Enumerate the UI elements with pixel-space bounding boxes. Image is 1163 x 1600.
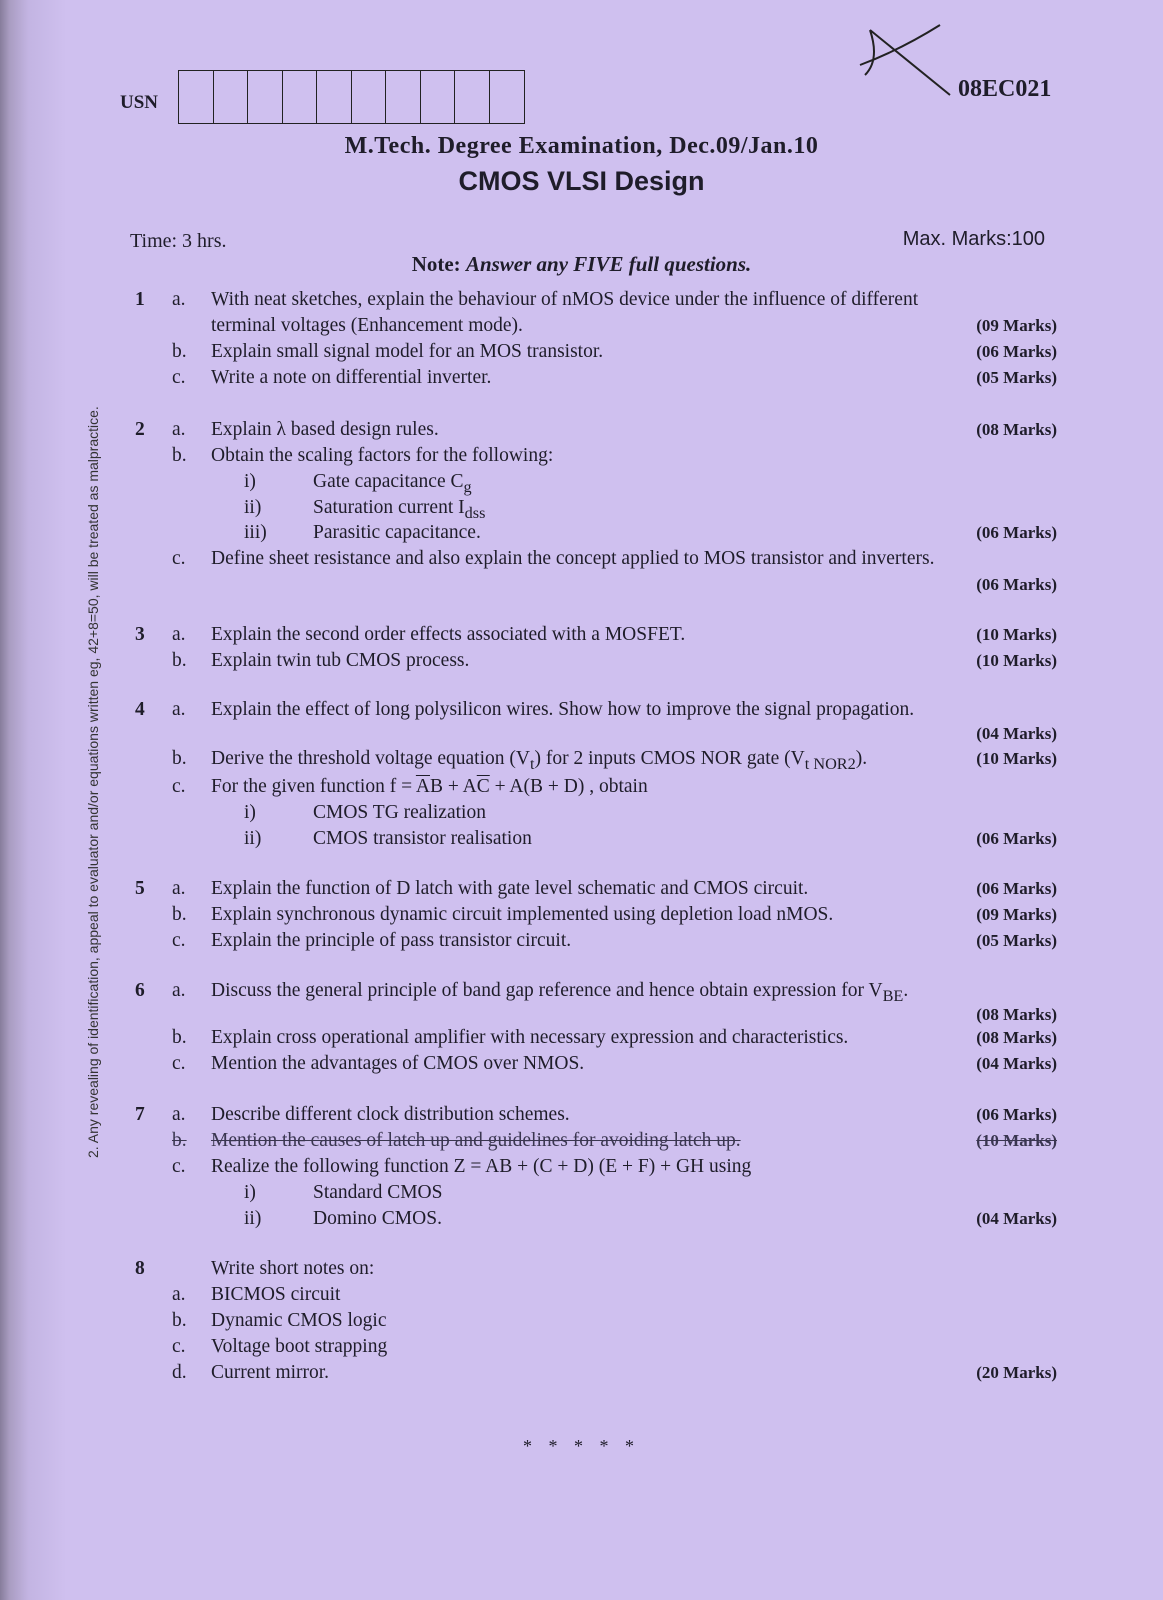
side-instruction: 2. Any revealing of identification, appeal to evaluator and/or equations written eg, 42+8=50, will be treated as malpractice. — [85, 406, 101, 1158]
overline-term: $\overline{A}$ — [415, 776, 430, 797]
usn-cell — [179, 71, 214, 123]
question-number: 8 — [135, 1258, 145, 1279]
part-label: c. — [172, 548, 186, 569]
question-number: 3 — [135, 624, 145, 645]
usn-cell — [455, 71, 490, 123]
subject-title: CMOS VLSI Design — [458, 166, 705, 196]
part-label: a. — [172, 419, 186, 440]
text-part: ). — [855, 748, 868, 769]
question-text: Explain synchronous dynamic circuit implemented using depletion load nMOS. — [211, 904, 834, 925]
marks: (05 Marks) — [976, 931, 1057, 950]
sub-text: Parasitic capacitance. — [313, 522, 481, 543]
exam-title: M.Tech. Degree Examination, Dec.09/Jan.10 — [344, 133, 819, 159]
paper-code: 08EC021 — [958, 76, 1052, 102]
part-label: c. — [172, 1053, 186, 1074]
part-label: a. — [172, 1284, 186, 1305]
sub-label: i) — [244, 1182, 256, 1203]
part-label: a. — [172, 699, 186, 720]
sub-label: iii) — [244, 522, 267, 543]
question-text: Write short notes on: — [211, 1258, 375, 1279]
question-text: Dynamic CMOS logic — [211, 1310, 387, 1331]
sub-text: Domino CMOS. — [313, 1208, 442, 1229]
question-text: Current mirror. — [211, 1362, 330, 1383]
subscript: BE — [882, 986, 904, 1005]
question-text — [211, 774, 1041, 799]
question-number: 2 — [135, 419, 145, 440]
sub-text: CMOS TG realization — [313, 802, 486, 823]
usn-cell — [248, 71, 283, 123]
part-label: c. — [172, 930, 186, 951]
usn-label: USN — [120, 92, 159, 113]
part-label: a. — [172, 624, 186, 645]
subscript: t — [529, 754, 535, 773]
marks: (09 Marks) — [976, 905, 1057, 924]
marks: (08 Marks) — [976, 1005, 1057, 1024]
marks: (06 Marks) — [976, 523, 1057, 542]
marks: (06 Marks) — [976, 829, 1057, 848]
question-text: Explain the effect of long polysilicon wires. Show how to improve the signal propagation. — [211, 699, 915, 720]
usn-boxes — [178, 70, 525, 124]
part-label: c. — [172, 1336, 186, 1357]
question-text: Explain the second order effects associated with a MOSFET. — [211, 624, 686, 645]
part-label: b. — [172, 1130, 187, 1151]
marks: (10 Marks) — [976, 1131, 1057, 1150]
subscript: dss — [464, 503, 486, 522]
part-label: a. — [172, 980, 186, 1001]
part-label: b. — [172, 650, 187, 671]
sub-label: ii) — [244, 497, 262, 518]
part-label: b. — [172, 1310, 187, 1331]
question-text: Define sheet resistance and also explain the concept applied to MOS transistor and inverters. — [211, 548, 935, 569]
sub-text: CMOS transistor realisation — [313, 828, 532, 849]
part-label: b. — [172, 445, 187, 466]
text-part: + A(B + D) , obtain — [489, 776, 648, 797]
sub-label: ii) — [244, 1208, 262, 1229]
marks: (04 Marks) — [976, 724, 1057, 743]
question-text: BICMOS circuit — [211, 1284, 341, 1305]
usn-cell — [283, 71, 318, 123]
question-text: Realize the following function Z = AB + (C + D) (E + F) + GH using — [211, 1156, 752, 1177]
marks: (06 Marks) — [976, 342, 1057, 361]
sub-text-main: Gate capacitance C — [313, 471, 464, 492]
text-part: ) for 2 inputs CMOS NOR gate (V — [534, 748, 805, 769]
part-label: b. — [172, 748, 187, 769]
sub-label: i) — [244, 802, 256, 823]
part-label: a. — [172, 878, 186, 899]
part-label: d. — [172, 1362, 187, 1383]
question-text: Mention the advantages of CMOS over NMOS. — [211, 1053, 585, 1074]
part-label: c. — [172, 776, 186, 797]
part-label: b. — [172, 341, 187, 362]
question-text: terminal voltages (Enhancement mode). — [211, 315, 523, 336]
text-part: B + A — [429, 776, 477, 797]
question-number: 4 — [135, 699, 145, 720]
question-number: 7 — [135, 1104, 145, 1125]
usn-cell — [214, 71, 249, 123]
sub-text: Standard CMOS — [313, 1182, 443, 1203]
question-text: Voltage boot strapping — [211, 1336, 388, 1357]
marks: (04 Marks) — [976, 1054, 1057, 1073]
question-text: Write a note on differential inverter. — [211, 367, 492, 388]
question-text: Explain cross operational amplifier with necessary expression and characteristics. — [211, 1027, 849, 1048]
subscript: g — [463, 477, 472, 496]
overline-term: $\overline{C}$ — [476, 776, 490, 797]
text-part: Derive the threshold voltage equation (V — [211, 748, 530, 769]
question-number: 1 — [135, 289, 145, 310]
marks: (04 Marks) — [976, 1209, 1057, 1228]
marks: (20 Marks) — [976, 1363, 1057, 1382]
sub-label: i) — [244, 471, 256, 492]
question-text: Mention the causes of latch up and guidelines for avoiding latch up. — [211, 1130, 741, 1151]
marks: (09 Marks) — [976, 316, 1057, 335]
question-text: Explain twin tub CMOS process. — [211, 650, 470, 671]
marks: (06 Marks) — [976, 1105, 1057, 1124]
usn-cell — [386, 71, 421, 123]
question-number: 5 — [135, 878, 145, 899]
usn-cell — [317, 71, 352, 123]
marks: (08 Marks) — [976, 420, 1057, 439]
part-label: a. — [172, 1104, 186, 1125]
part-label: c. — [172, 1156, 186, 1177]
text-part: . — [903, 980, 909, 1001]
part-label: a. — [172, 289, 186, 310]
subscript: t NOR2 — [804, 754, 856, 773]
question-text: Explain λ based design rules. — [211, 419, 439, 440]
marks: (08 Marks) — [976, 1028, 1057, 1047]
marks: (06 Marks) — [976, 575, 1057, 594]
end-marker: * * * * * — [523, 1436, 640, 1456]
part-label: b. — [172, 904, 187, 925]
question-text: Describe different clock distribution schemes. — [211, 1104, 570, 1125]
question-text — [211, 978, 1041, 1009]
marks: (05 Marks) — [976, 368, 1057, 387]
marks: (10 Marks) — [976, 651, 1057, 670]
question-text: Obtain the scaling factors for the following: — [211, 445, 554, 466]
sub-label: ii) — [244, 828, 262, 849]
usn-cell — [421, 71, 456, 123]
marks: (10 Marks) — [976, 625, 1057, 644]
note-text: Answer any FIVE full questions. — [465, 252, 752, 276]
question-text: Explain small signal model for an MOS transistor. — [211, 341, 604, 362]
marks: (06 Marks) — [976, 879, 1057, 898]
instruction-note — [0, 252, 1163, 277]
question-text — [211, 746, 1041, 777]
usn-cell — [490, 71, 525, 123]
marks: (10 Marks) — [976, 749, 1057, 768]
question-text: With neat sketches, explain the behaviour of nMOS device under the influence of different — [211, 289, 919, 310]
text-part: Discuss the general principle of band gap reference and hence obtain expression for V — [211, 980, 883, 1001]
time-allowed: Time: 3 hrs. — [130, 230, 227, 252]
signature-mark — [840, 20, 960, 100]
part-label: b. — [172, 1027, 187, 1048]
question-text: Explain the principle of pass transistor circuit. — [211, 930, 572, 951]
usn-cell — [352, 71, 387, 123]
sub-text-main: Saturation current I — [313, 497, 465, 518]
binding-edge — [0, 0, 95, 1600]
part-label: c. — [172, 367, 186, 388]
text-part: For the given function f = — [211, 776, 416, 797]
question-text: Explain the function of D latch with gate level schematic and CMOS circuit. — [211, 878, 809, 899]
question-number: 6 — [135, 980, 145, 1001]
max-marks: Max. Marks:100 — [902, 228, 1045, 250]
note-label: Note: — [411, 252, 461, 276]
